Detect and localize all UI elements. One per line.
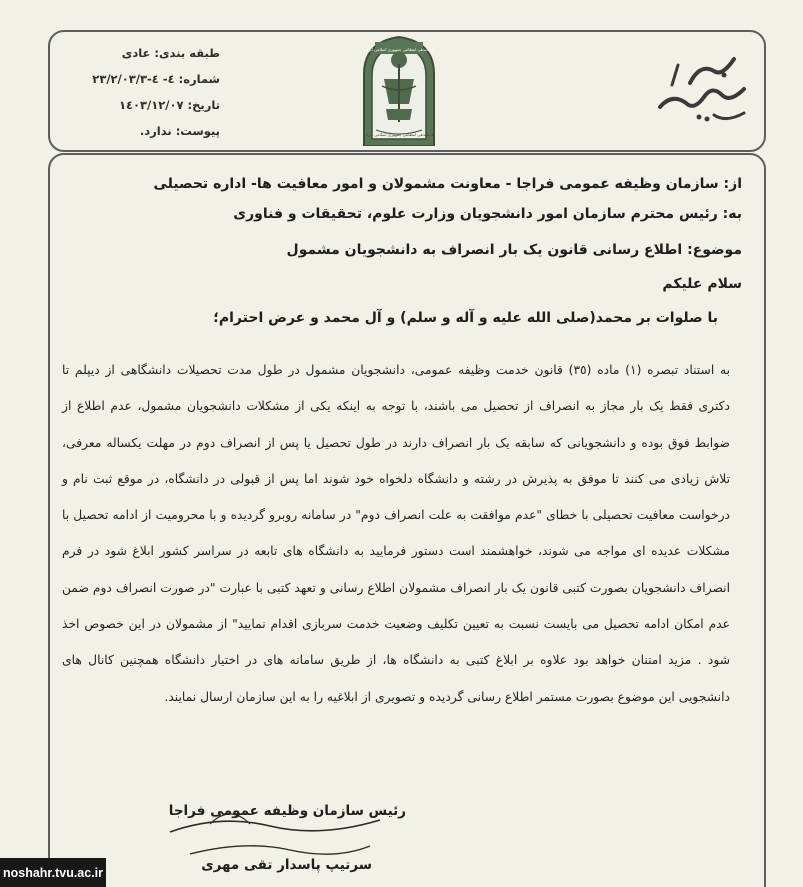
emblem-caption-bottom: فرماندهی انتظامی جمهوری اسلامی ایران	[364, 132, 434, 137]
letter-date: تاریخ: ١٤٠٣/١٢/٠٧	[118, 98, 220, 112]
signatory-title: رئیس سازمان وظیفه عمومی فراجا	[168, 803, 406, 819]
sender-line: از: سازمان وظیفه عمومی فراجا - معاونت مشمولان و امور معافیت ها- اداره تحصیلی	[153, 176, 742, 192]
recipient-line: به: رئیس محترم سازمان امور دانشجویان وزارت علوم، تحقیقات و فناوری	[233, 206, 742, 222]
police-emblem-icon	[354, 34, 444, 146]
emblem-caption-top: فرماندهی انتظامی جمهوری اسلامی ایران	[364, 47, 434, 52]
letter-body: به استناد تبصره (١) ماده (٣٥) قانون خدمت وظیفه عمومی، دانشجویان مشمول در طول مدت تحصیلات دانشگاهی از دیپلم تا دکتری فقط یک بار مجاز به انصراف از تحصیل می باشند، با توجه به اینکه یکی از مشکلات دانشجویان مشمول، عدم اطلاع از ضوابط فوق بوده و دانشجویانی که سابقه یک بار انصراف دارند در طول تحصیل یا پس از انصراف دوم در مهلت یکساله معرفی، تلاش زیادی می کنند تا موفق به پذیرش در رشته و دانشگاه دلخواه خود شوند اما پس از قبولی در دانشگاه، در موقع ثبت نام و درخواست معافیت تحصیلی با خطای "عدم موافقت به علت انصراف دوم" در سامانه روبرو گردیده و با محرومیت از ادامه تحصیل با مشکلات عدیده ای مواجه می شوند، خواهشمند است دستور فرمایید به دانشگاه های تابعه در سراسر کشور ابلاغ شود در فرم انصراف دانشجویان بصورت کتبی قانون یک بار انصراف مشمولان اطلاع رسانی و تعهد کتبی با عبارت "در صورت انصراف دوم ضمن عدم امکان ادامه تحصیل می بایست نسبت به تعیین تکلیف وضعیت خدمت سربازی اقدام نمایید" از مشمولان در این خصوص اخذ شود . مزید امتنان خواهد بود علاوه بر ابلاغ کتبی به دانشگاه ها، از طریق سامانه های در اختیار دانشگاه همچنین کانال های دانشجویی این موضوع بصورت مستمر اطلاع رسانی گردیده و تصویری از ابلاغیه را به این سازمان ارسال نمایند.	[62, 363, 730, 704]
bismillah-calligraphy	[652, 45, 757, 130]
salawat-line: با صلوات بر محمد(صلی الله علیه و آله و سلم) و آل محمد و عرض احترام؛	[213, 310, 718, 326]
letter-meta	[92, 40, 220, 144]
attachment: پیوست: ندارد.	[139, 124, 220, 138]
salutation: سلام علیکم	[662, 276, 742, 292]
letter-number: شماره: ٤- ٤-٢٣/٢/٠٣/٣	[92, 72, 220, 86]
classification: طبقه بندی: عادی	[121, 46, 220, 60]
signatory-name: سرتیپ پاسدار تقی مهری	[201, 857, 372, 873]
source-watermark: noshahr.tvu.ac.ir	[0, 858, 106, 887]
subject-line: موضوع: اطلاع رسانی قانون یک بار انصراف به دانشجویان مشمول	[286, 242, 742, 258]
